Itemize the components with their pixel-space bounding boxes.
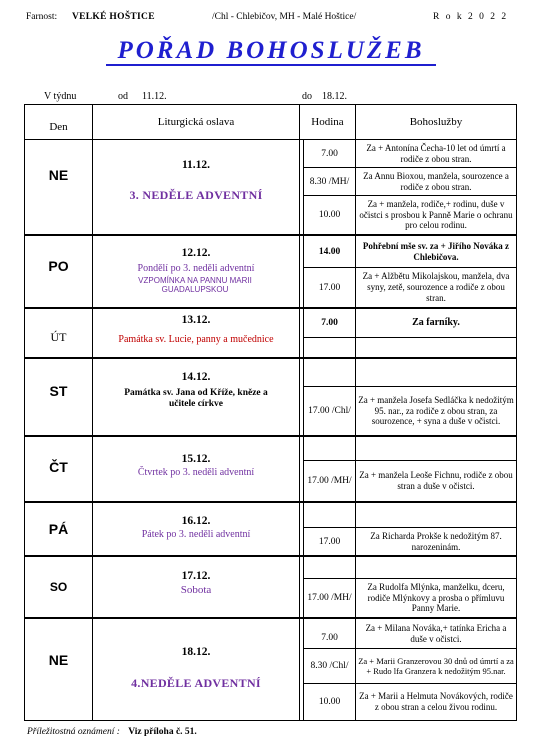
announcements-label: Příležitostná oznámení : bbox=[27, 727, 120, 737]
day-label: ST bbox=[49, 383, 68, 399]
service-time: 8.30 /Chl/ bbox=[310, 661, 349, 671]
service-intention: Za + Milana Nováka,+ tatínka Ericha a duše v očistci. bbox=[365, 622, 507, 644]
service-intention: Pohřební mše sv. za + Jiřího Nováka z Chlebičova. bbox=[362, 240, 510, 262]
feast-label: 3. NEDĚLE ADVENTNÍ bbox=[129, 187, 263, 202]
feast-label: Čtvrtek po 3. neděli adventní bbox=[137, 467, 255, 478]
announcements-footer bbox=[27, 727, 197, 737]
column-header-time: Hodina bbox=[311, 116, 344, 128]
parish-header bbox=[26, 12, 516, 26]
announcements-value: Viz příloha č. 51. bbox=[128, 727, 197, 737]
week-od-label: od bbox=[118, 91, 128, 102]
date-label: 17.12. bbox=[181, 570, 211, 582]
feast-label: Pátek po 3. neděli adventní bbox=[141, 529, 251, 540]
date-label: 14.12. bbox=[181, 371, 211, 383]
service-intention: Za + Alžbětu Mikolajskou, manžela, dva syny, zetě, sourozence a rodiče z obou stran. bbox=[362, 271, 510, 303]
date-label: 12.12. bbox=[181, 247, 211, 259]
date-label: 15.12. bbox=[181, 453, 211, 465]
service-intention: Za + manžela, rodiče,+ rodinu, duše v očistci s prosbou k Panně Marie o ochranu pro celou rodinu. bbox=[359, 198, 513, 231]
year-label: R o k 2 0 2 2 bbox=[433, 12, 509, 22]
date-label: 11.12. bbox=[181, 159, 211, 171]
date-label: 16.12. bbox=[181, 515, 211, 527]
day-label: PO bbox=[48, 258, 69, 274]
feast-label: Sobota bbox=[180, 584, 212, 597]
parish-name: VELKÉ HOŠTICE bbox=[72, 12, 155, 22]
service-intention: Za Annu Bioxou, manžela, sourozence a rodiče z obou stran. bbox=[363, 170, 509, 192]
service-time: 8.30 /MH/ bbox=[309, 176, 350, 187]
service-time: 17.00 /Chl/ bbox=[308, 406, 351, 416]
day-label: ČT bbox=[49, 459, 68, 475]
feast-label: Pondělí po 3. neděli adventní bbox=[137, 262, 255, 274]
service-intention: Za + manžela Josefa Sedláčka k nedožitým 95. nar., za rodiče z obou stran, za sourozence, + syna a duše v očistci. bbox=[358, 394, 514, 427]
feast-memorial-label: VZPOMÍNKA NA PANNU MARII GUADALUPSKOU bbox=[138, 275, 252, 294]
service-intention: Za + Marii a Helmuta Novákových, rodiče z obou stran a celou živou rodinu. bbox=[359, 691, 513, 712]
week-range bbox=[44, 91, 464, 103]
week-do-label: do bbox=[302, 91, 312, 102]
day-label: PÁ bbox=[48, 521, 69, 537]
service-time: 14.00 bbox=[318, 246, 341, 257]
week-from-date: 11.12. bbox=[142, 91, 167, 102]
date-label: 18.12. bbox=[181, 646, 211, 658]
day-label: NE bbox=[48, 652, 69, 668]
service-intention: Za + manžela Leoše Fichnu, rodiče z obou stran a duše v očistci. bbox=[359, 470, 513, 491]
service-time: 10.00 bbox=[318, 697, 341, 707]
week-to-date: 18.12. bbox=[322, 91, 347, 102]
service-intention: Za + Antonína Čecha-10 let od úmrtí a rodiče z obou stran. bbox=[366, 142, 506, 164]
day-label: NE bbox=[48, 167, 69, 183]
service-intention: Za farníky. bbox=[412, 316, 460, 328]
page-title: POŘAD BOHOSLUŽEB bbox=[106, 36, 436, 66]
feast-label: 4.NEDĚLE ADVENTNÍ bbox=[131, 675, 261, 690]
date-label: 13.12. bbox=[181, 314, 211, 326]
service-time: 10.00 bbox=[318, 210, 341, 220]
service-time: 17.00 bbox=[318, 282, 341, 293]
column-header-day: Den bbox=[49, 120, 68, 133]
week-label: V týdnu bbox=[44, 91, 77, 102]
service-time: 7.00 bbox=[321, 318, 338, 328]
service-intention: Za + Marii Granzerovou 30 dnů od úmrtí a za + Rudo lfa Granzera k nedožitým 95.nar. bbox=[358, 655, 514, 676]
day-label: ÚT bbox=[50, 329, 67, 344]
service-time: 7.00 bbox=[321, 148, 338, 159]
column-header-services: Bohoslužby bbox=[409, 116, 463, 128]
service-intention: Za Rudolfa Mlýnka, manželku, dceru, rodiče Mlýnkovy a prosba o přímluvu Panny Marie. bbox=[367, 581, 505, 614]
feast-label: Památka sv. Jana od Kříže, kněze a učitele církve bbox=[124, 387, 268, 409]
service-intention: Za Richarda Prokše k nedožitým 87. narozeninám. bbox=[370, 530, 502, 552]
service-time: 17.00 /MH/ bbox=[307, 476, 352, 486]
column-header-celebration: Liturgická oslava bbox=[157, 116, 235, 128]
parish-label: Farnost: bbox=[26, 12, 58, 22]
feast-label: Památka sv. Lucie, panny a mučednice bbox=[118, 334, 274, 345]
day-label: SO bbox=[49, 580, 68, 594]
service-time: 17.00 /MH/ bbox=[307, 593, 352, 603]
parish-parts: /Chl - Chlebičov, MH - Malé Hoštice/ bbox=[212, 12, 357, 22]
service-time: 17.00 bbox=[318, 536, 341, 547]
service-time: 7.00 bbox=[321, 632, 338, 643]
